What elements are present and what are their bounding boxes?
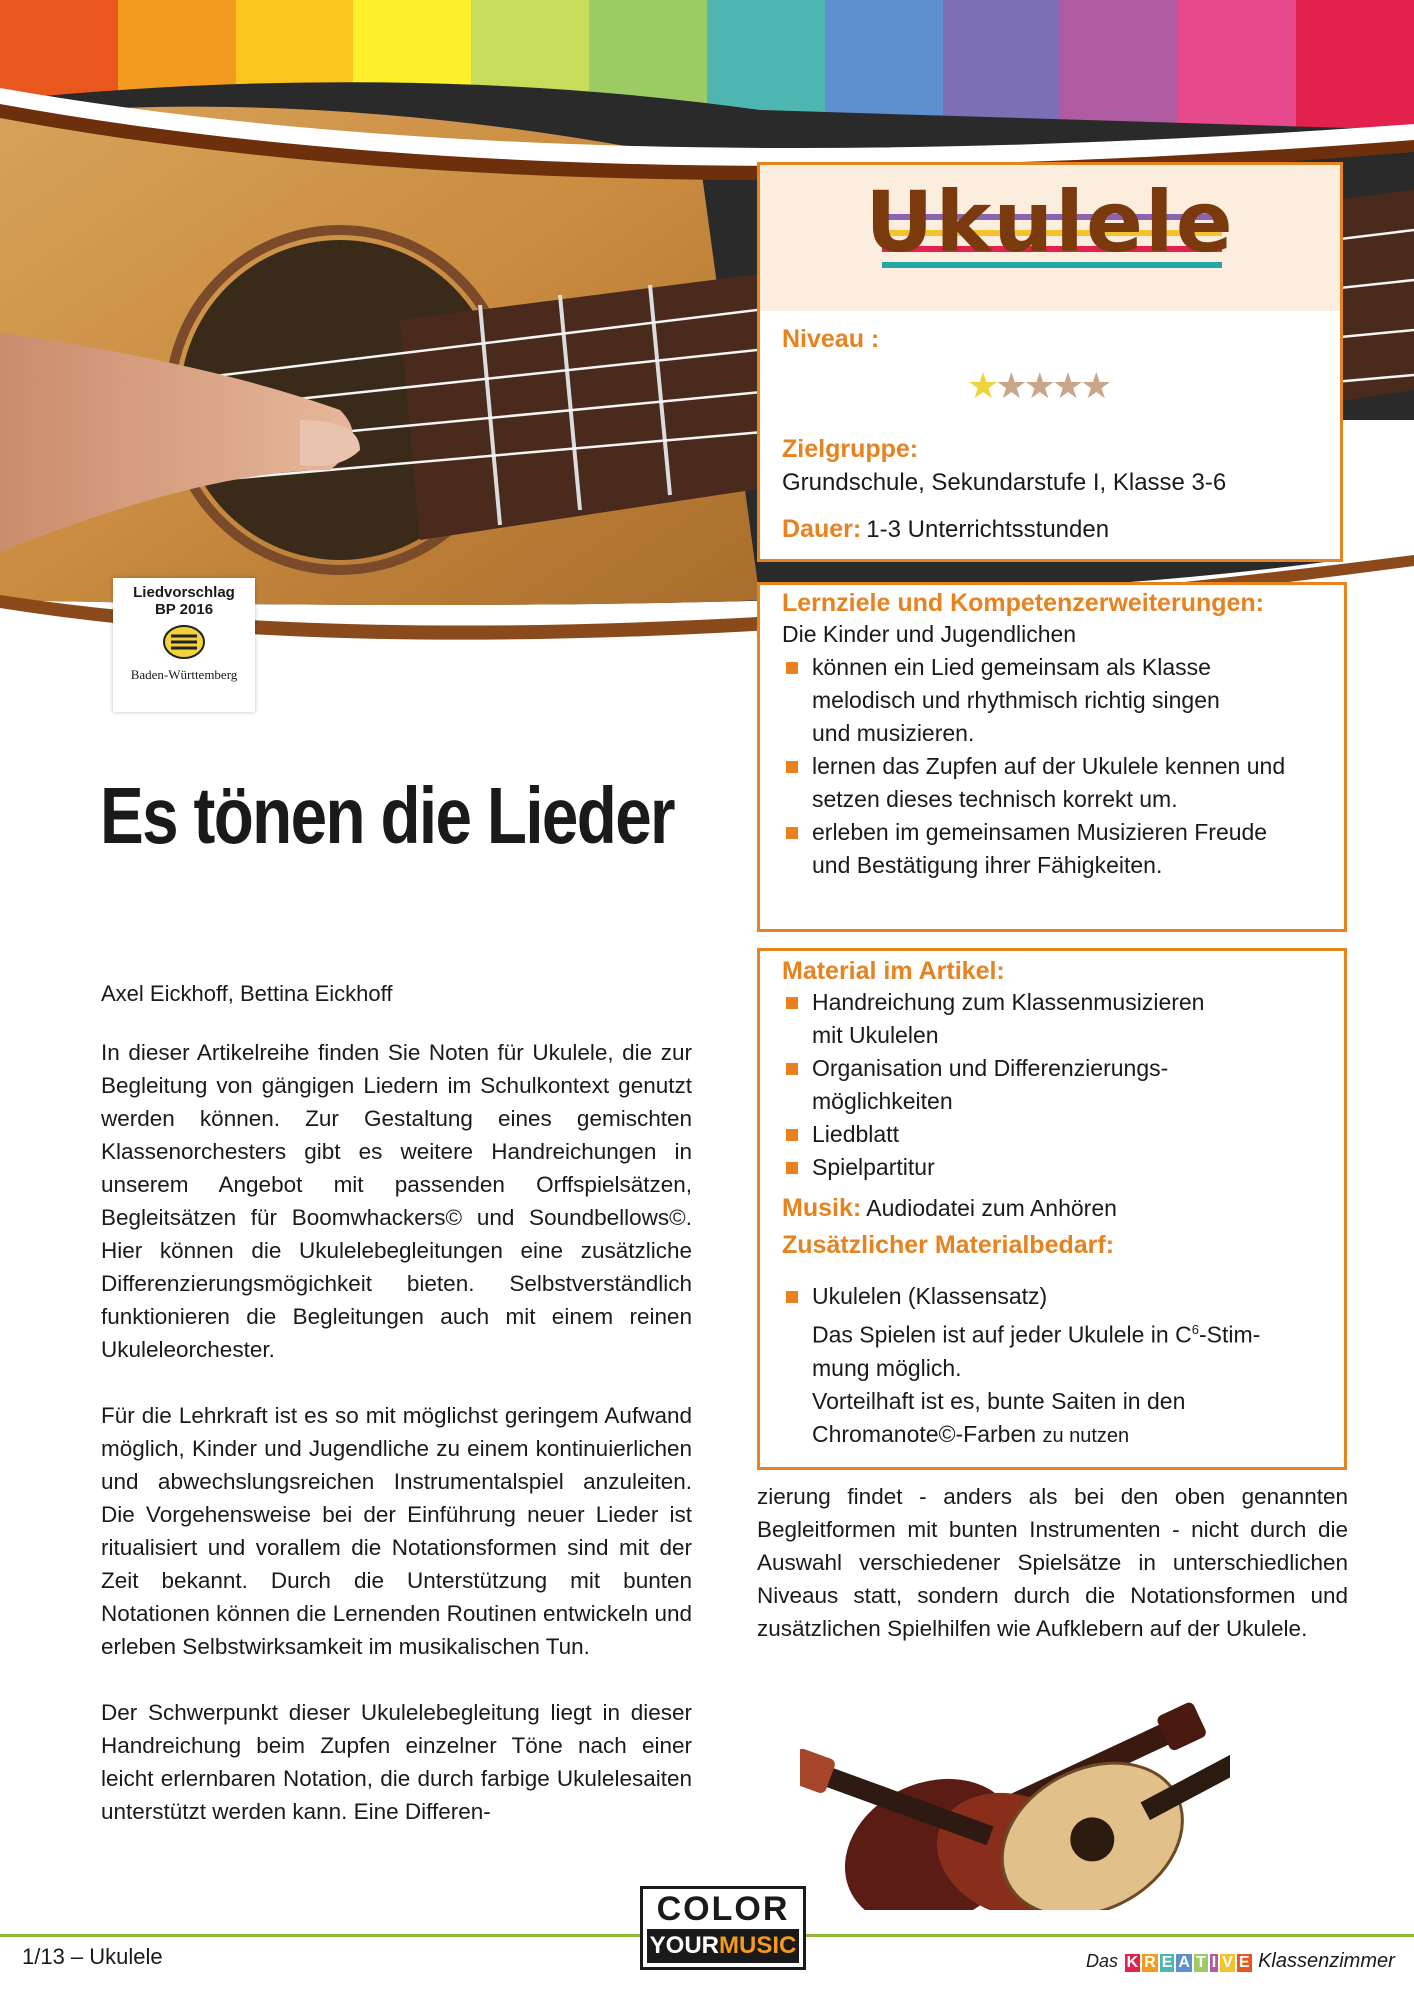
brand-b (1124, 1950, 1253, 1972)
star-icon: ★ (967, 366, 996, 407)
lernziele-item (782, 750, 1344, 816)
bullet-square-icon (786, 1129, 798, 1141)
material-item-line: Organisation und Differenzierungs- (812, 1055, 1169, 1081)
badge-line1: Liedvorschlag (133, 584, 235, 601)
zusatz-line2b: -Stim- (1198, 1321, 1261, 1348)
badge-line2: BP 2016 (154, 601, 214, 618)
bullet-square-icon (786, 827, 798, 839)
lernziele-item-text (812, 750, 1285, 816)
lernziele-item-line: lernen das Zupfen auf der Ukulele kennen und (812, 753, 1286, 779)
material-item-line: Spielpartitur (812, 1154, 935, 1180)
bullet-square-icon (786, 1063, 798, 1075)
zusatz-line1: Ukulelen (Klassensatz) (812, 1283, 1048, 1309)
material-item (782, 1052, 1344, 1118)
lernziele-item-line: und musizieren. (812, 720, 975, 746)
title-box (757, 162, 1343, 562)
bullet-square-icon (786, 662, 798, 674)
zusatz-line4: Vorteilhaft ist es, bunte Saiten in den (812, 1387, 1186, 1414)
lernziele-item-line: können ein Lied gemeinsam als Klasse (812, 654, 1211, 680)
article-column-right (757, 1480, 1348, 1645)
brand-letter: K (1126, 1954, 1139, 1971)
article-title: Es tönen die Lieder (100, 771, 674, 860)
zusatz-heading: Zusätzlicher Materialbedarf: (782, 1231, 1115, 1259)
brand-letter: R (1144, 1954, 1156, 1971)
zusatz-item (782, 1280, 1344, 1453)
star-icon: ★ (1023, 366, 1052, 407)
badge-state: Baden-Württemberg (130, 667, 238, 682)
material-heading: Material im Artikel: (782, 957, 1005, 985)
material-item-line: mit Ukulelen (812, 1022, 939, 1048)
ukulele-illustration (800, 1660, 1230, 1910)
musik-label: Musik: (782, 1194, 862, 1222)
lernziele-box (757, 582, 1347, 932)
brand-letter: I (1211, 1954, 1217, 1971)
material-item (782, 1151, 1344, 1184)
article-paragraph-4: zierung findet - anders als bei den oben genannten Begleitformen mit bunten Instrumenten - nicht durch die Auswahl verschiedener Spielsätze in unterschiedlichen Niveaus statt, sondern durch die Notationsformen und zusätzlichen Spielhilfen wie Aufklebern auf der Ukulele. (757, 1484, 1348, 1641)
brand-letter: T (1195, 1954, 1206, 1971)
lernziele-item-line: setzen dieses technisch korrekt um. (812, 786, 1178, 812)
zusatz-line5b: zu nutzen (1042, 1424, 1130, 1447)
material-list (782, 986, 1344, 1184)
article-authors: Axel Eickhoff, Bettina Eickhoff (101, 981, 393, 1006)
zielgruppe-value: Grundschule, Sekundarstufe I, Klasse 3-6 (782, 469, 1227, 496)
article-paragraph-3: Der Schwerpunkt dieser Ukulelebegleitung liegt in dieser Handreichung beim Zupfen einzelner Töne nach einer leicht erlernbaren Notation, die durch farbige Ukulelesaiten unterstützt werden kann. Eine Differen- (101, 1700, 692, 1824)
article-column-left (101, 1036, 692, 1828)
logo-line2 (647, 1929, 799, 1963)
coat-of-arms-icon (161, 622, 207, 662)
article-paragraph-2: Für die Lehrkraft ist es so mit möglichst geringem Aufwand möglich, Kinder und Jugendliche zu einem kontinuierlichen und abwechslungsreichen Instrumentalspiel anzuleiten. Die Vorgehensweise bei der Einführung neuer Lieder ist ritualisiert und vorallem die Notationsformen sind mit der Zeit bekannt. Durch die Unterstützung mit bunten Notationen können die Lernenden Routinen entwickeln und erleben Selbstwirksamkeit im musikalischen Tun. (101, 1403, 692, 1659)
bullet-square-icon (786, 761, 798, 773)
bullet-square-icon (786, 1291, 798, 1303)
brand-letter: A (1178, 1954, 1190, 1971)
material-item (782, 1118, 1344, 1151)
liedvorschlag-badge (113, 578, 255, 712)
dauer-value: 1-3 Unterrichtsstunden (866, 516, 1110, 543)
niveau-label: Niveau : (782, 325, 880, 353)
logo-line1: COLOR (656, 1890, 790, 1928)
material-item-text (812, 1151, 935, 1184)
star-icon: ★ (995, 366, 1024, 407)
ukulele-banner (760, 165, 1340, 311)
lernziele-item-text (812, 651, 1220, 750)
zielgruppe-label: Zielgruppe: (782, 435, 919, 463)
lernziele-list (782, 651, 1344, 882)
material-item-line: Liedblatt (812, 1121, 899, 1147)
lernziele-item-line: und Bestätigung ihrer Fähigkeiten. (812, 852, 1163, 878)
page-number: 1/13 – Ukulele (22, 1944, 163, 1969)
dauer-row (782, 515, 1109, 544)
star-icon: ★ (1051, 366, 1081, 407)
logo-line2b: MUSIC (719, 1932, 797, 1959)
zusatz-line2 (812, 1313, 1260, 1352)
zusatz-line2a: Das Spielen ist auf jeder Ukulele in C (812, 1321, 1192, 1348)
article-paragraph-1: In dieser Artikelreihe finden Sie Noten für Ukulele, die zur Begleitung von gängigen Liedern im Schulkontext genutzt werden können. Zur Gestaltung eines gemischten Klassenorchesters gibt es weitere Handreichungen in unserem Angebot mit passenden Orffspielsätzen, Begleitsätzen für Boomwhackers© und Soundbellows©. Hier können die Ukulelebegleitungen eine zusätzliche Differenzierungsmögichkeit bieten. Selbstverständlich funktionieren die Begleitungen auch mit einem reinen Ukuleleorchester. (101, 1040, 692, 1362)
bullet-square-icon (786, 1162, 798, 1174)
lernziele-item (782, 816, 1344, 882)
material-item-line: Handreichung zum Klassenmusizieren (812, 989, 1205, 1015)
material-item (782, 986, 1344, 1052)
musik-row (782, 1192, 1344, 1225)
zusatz-line5a: Chromanote©-Farben (812, 1420, 1037, 1447)
niveau-rating (967, 366, 1108, 407)
lernziele-item (782, 651, 1344, 750)
lernziele-item-line: melodisch und rhythmisch richtig singen (812, 687, 1220, 713)
material-item-text (812, 986, 1204, 1052)
brand-letter: E (1238, 1954, 1250, 1971)
brand-c: Klassenzimmer (1258, 1950, 1395, 1972)
zusatz-line3: mung möglich. (812, 1354, 962, 1381)
ukulele-logo-text: Ukulele (865, 173, 1235, 271)
material-item-text (812, 1052, 1168, 1118)
dauer-label: Dauer: (782, 515, 862, 543)
material-item-text (812, 1118, 899, 1151)
lernziele-intro: Die Kinder und Jugendlichen (782, 621, 1077, 647)
zusatz-sup: 6 (1191, 1322, 1199, 1337)
zusatz-line5 (812, 1418, 1260, 1453)
brand-a: Das (1086, 1951, 1119, 1971)
lernziele-item-text (812, 816, 1267, 882)
material-box (757, 948, 1347, 1470)
kreative-klassenzimmer-logo (1086, 1950, 1395, 1973)
star-icon: ★ (1080, 366, 1109, 407)
bullet-square-icon (786, 997, 798, 1009)
brand-letter: E (1161, 1954, 1173, 1971)
color-your-music-logo (640, 1886, 806, 1976)
musik-value: Audiodatei zum Anhören (866, 1195, 1117, 1221)
material-item-line: möglichkeiten (812, 1088, 953, 1114)
lernziele-item-line: erleben im gemeinsamen Musizieren Freude (812, 819, 1268, 845)
brand-letter: V (1222, 1954, 1233, 1971)
lernziele-heading: Lernziele und Kompetenzerweiterungen: (782, 589, 1265, 617)
logo-line2a: YOUR (649, 1932, 719, 1959)
